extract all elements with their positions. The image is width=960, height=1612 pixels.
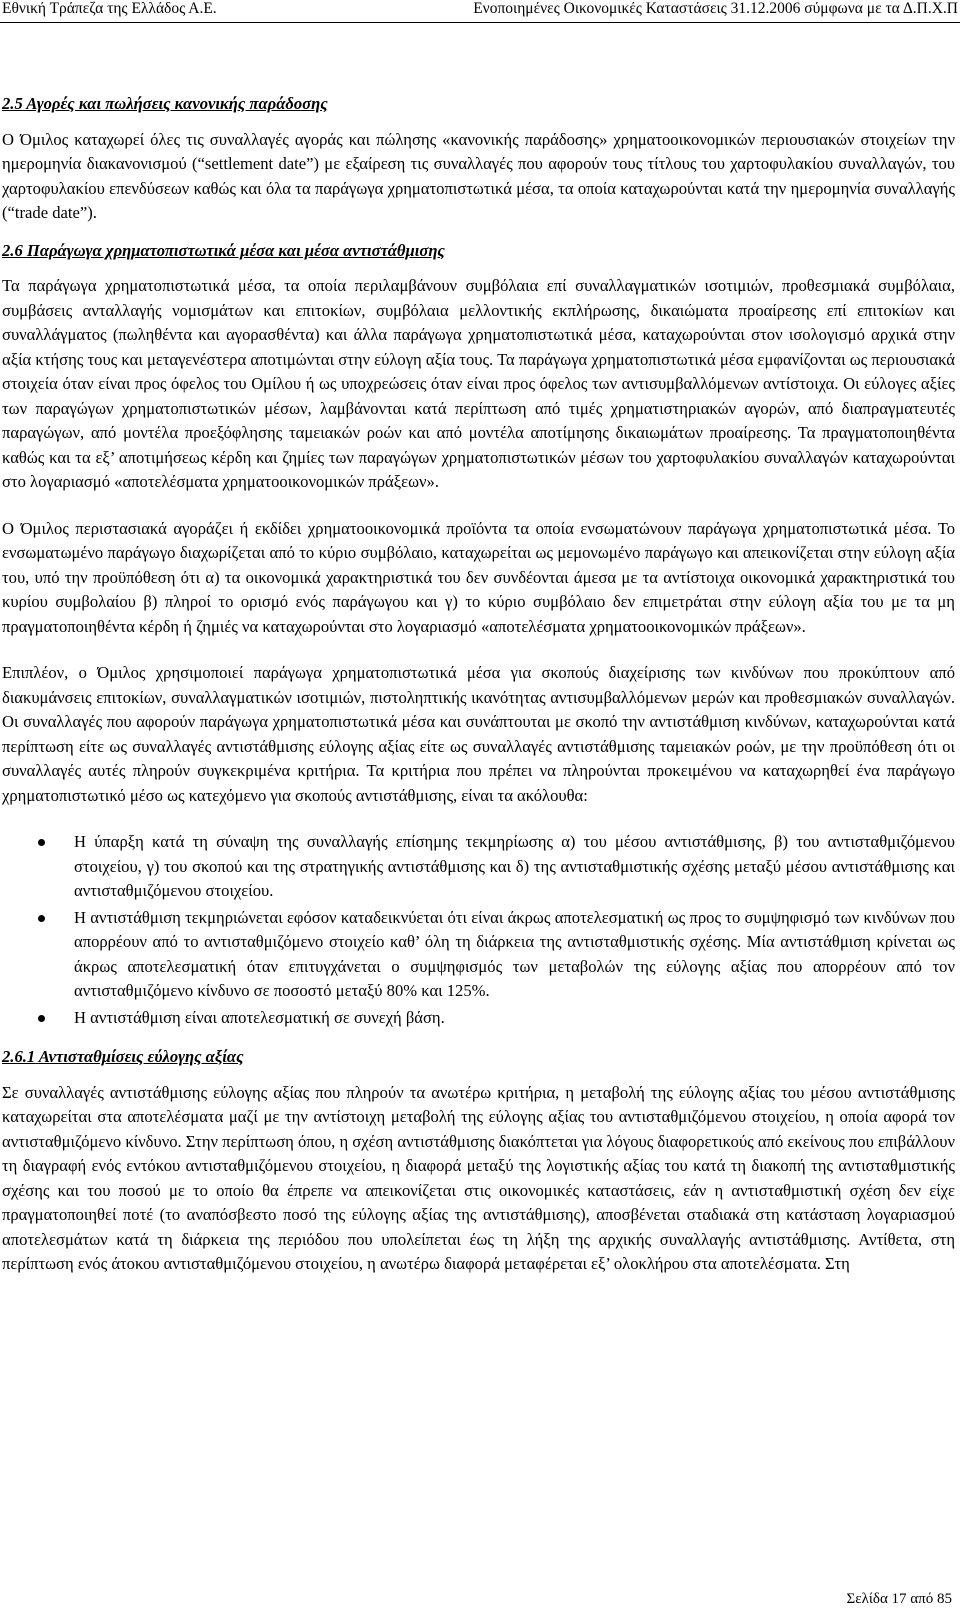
section-2-6-1-heading: [2, 1045, 955, 1070]
list-item-text: Η ύπαρξη κατά τη σύναψη της συναλλαγής επίσημης τεκμηρίωσης α) του μέσου αντιστάθμισης, β) του αντισταθμιζόμενου στοιχείου, γ) του σκοπού και της στρατηγικής αντιστάθμισης και δ) της αντισταθμιστικής σχέσης μεταξύ μέσου αντιστάθμισης και αντισταθμιζόμενου στοιχείου.: [74, 832, 955, 900]
bullet-icon: [38, 839, 45, 846]
page-number: Σελίδα 17 από 85: [846, 1591, 952, 1607]
section-2-5-title: Αγορές και πωλήσεις κανονικής παράδοσης: [26, 94, 328, 113]
list-item-text: Η αντιστάθμιση τεκμηριώνεται εφόσον καταδεικνύεται ότι είναι άκρως αποτελεσματική ως προς το συμψηφισμό των κινδύνων που απορρέουν από το αντισταθμιζόμενο στοιχείο καθ’ όλη τη διάρκεια της αντισταθμιστικής σχέσης. Μία αντιστάθμιση κρίνεται ως άκρως αποτελεσματική όταν επιτυγχάνεται ο συμψηφισμός των μεταβολών της εύλογης αξίας που απορρέουν από τον αντισταθμιζόμενο κίνδυνο σε ποσοστό μεταξύ 80% και 125%.: [74, 907, 955, 1000]
section-2-6-paragraph-1: Τα παράγωγα χρηματοπιστωτικά μέσα, τα οποία περιλαμβάνουν συμβόλαια επί συναλλαγματικών ισοτιμιών, προθεσμιακά συμβόλαια, συμβάσεις ανταλλαγής νομισμάτων και επιτοκίων, συμβόλαια μελλοντικής εκπλήρωσης, δικαιώματα προαίρεσης επί επιτοκίων και συναλλάγματος (πωληθέντα και αγορασθέντα) και άλλα παράγωγα χρηματοπιστωτικά μέσα, καταχωρούνται στον ισολογισμό αρχικά στην αξία κτήσης τους και μεταγενέστερα αποτιμώνται στην εύλογη αξία τους. Τα παράγωγα χρηματοπιστωτικά μέσα εμφανίζονται ως περιουσιακά στοιχεία όταν είναι προς όφελος του Ομίλου ή ως υποχρεώσεις όταν είναι προς όφελος των αντισυμβαλλόμενων αντίστοιχα. Οι εύλογες αξίες των παραγώγων χρηματοπιστωτικών μέσων, λαμβάνονται κατά περίπτωση από τιμές χρηματιστηριακών αγορών, από διαπραγματευτές παραγώγων, από μοντέλα προεξόφλησης ταμειακών ροών και από μοντέλα αποτίμησης δικαιωμάτων προαίρεσης. Τα πραγματοποιηθέντα καθώς και τα εξ’ αποτιμήσεως κέρδη και ζημίες των παραγώγων χρηματοπιστωτικών μέσων του χαρτοφυλακίου συναλλαγών καταχωρούνται στο λογαριασμό «αποτελέσματα χρηματοοικονομικών πράξεων».: [2, 276, 955, 491]
document-body: [2, 92, 955, 1277]
section-2-5-paragraph: Ο Όμιλος καταχωρεί όλες τις συναλλαγές αγοράς και πώλησης «κανονικής παράδοσης» χρηματοοικονομικών περιουσιακών στοιχείων την ημερομηνία διακανονισμού (“settlement date”) με εξαίρεση τις συναλλαγές που αφορούν τους τίτλους του χαρτοφυλακίου συναλλαγών, του χαρτοφυλακίου επενδύσεων καθώς και όλα τα παράγωγα χρηματοπιστωτικά μέσα, τα οποία καταχωρούνται κατά την ημερομηνία συναλλαγής (“trade date”).: [2, 129, 955, 222]
list-item-text: Η αντιστάθμιση είναι αποτελεσματική σε συνεχή βάση.: [74, 1007, 445, 1027]
page-header: [0, 0, 960, 23]
hedging-criteria-list: [2, 830, 955, 1030]
section-2-5-heading: [2, 92, 955, 117]
header-report-title: Ενοποιημένες Οικονομικές Καταστάσεις 31.12.2006 σύμφωνα με τα Δ.Π.Χ.Π: [473, 0, 958, 17]
list-item: [2, 1006, 955, 1031]
section-2-6-1-number: 2.6.1: [2, 1047, 36, 1066]
header-bank-name: Εθνική Τράπεζα της Ελλάδος Α.Ε.: [2, 0, 217, 17]
bullet-icon: [38, 1015, 45, 1022]
list-item: [2, 830, 955, 904]
section-2-6-heading: [2, 239, 955, 264]
section-2-6-title: Παράγωγα χρηματοπιστωτικά μέσα και μέσα αντιστάθμισης: [26, 240, 445, 260]
section-2-6-1-paragraph: Σε συναλλαγές αντιστάθμισης εύλογης αξίας που πληρούν τα ανωτέρω κριτήρια, η μεταβολή της εύλογης αξίας του μέσου αντιστάθμισης καταχωρείται στα αποτελέσματα μαζί με την αντίστοιχη μεταβολή της εύλογης αξίας του αντισταθμιζόμενου στοιχείου, η οποία αφορά τον αντισταθμιζόμενο κίνδυνο. Στην περίπτωση όπου, η σχέση αντιστάθμισης διακόπτεται για λόγους διαφορετικούς από εκείνους που επιβάλλουν τη διαγραφή ενός εντόκου αντισταθμιζόμενου στοιχείου, η διαφορά μεταξύ της λογιστικής αξίας του κατά τη διακοπή της αντισταθμιστικής σχέσης και του ποσού με το οποίο θα έπρεπε να απεικονίζεται στις οικονομικές καταστάσεις, εάν η αντισταθμιστική σχέση δεν είχε πραγματοποιηθεί ποτέ (το αναπόσβεστο ποσό της εύλογης αξίας της αντιστάθμισης), αποσβένεται σταδιακά στη κατάσταση λογαριασμού αποτελεσμάτων κατά τη διάρκεια της περιόδου που υπολείπεται έως τη λήξη της αρχικής συναλλαγής αντιστάθμισης. Αντίθετα, στη περίπτωση ενός άτοκου αντισταθμιζόμενου στοιχείου, η ανωτέρω διαφορά μεταφέρεται εξ’ ολοκλήρου στα αποτελέσματα. Στη: [2, 1082, 955, 1273]
list-item: [2, 906, 955, 1004]
section-2-5-number: 2.5: [2, 94, 23, 113]
section-2-6-paragraph-2: Ο Όμιλος περιστασιακά αγοράζει ή εκδίδει χρηματοοικονομικά προϊόντα τα οποία ενσωματώνουν παράγωγα χρηματοπιστωτικά μέσα. Το ενσωματωμένο παράγωγο διαχωρίζεται από το κύριο συμβόλαιο, καταχωρείται ως μεμονωμένο παράγωγο και απεικονίζεται στην εύλογη αξία του, υπό την προϋπόθεση ότι α) τα οικονομικά χαρακτηριστικά του δεν συνδέονται άμεσα με τα αντίστοιχα οικονομικά χαρακτηριστικά του κυρίου συμβολαίου β) πληροί το ορισμό ενός παράγωγου και γ) το κύριο συμβόλαιο δεν επιμετράται στην εύλογη αξία του με τα μη πραγματοποιηθέντα κέρδη ή ζημιές να καταχωρούνται στο λογαριασμό «αποτελέσματα χρηματοοικονομικών πράξεων».: [2, 518, 955, 636]
bullet-icon: [38, 915, 45, 922]
section-2-6-paragraph-3: Επιπλέον, ο Όμιλος χρησιμοποιεί παράγωγα χρηματοπιστωτικά μέσα για σκοπούς διαχείρισης των κινδύνων που προκύπτουν από διακυμάνσεις επιτοκίων, συναλλαγματικών ισοτιμιών, πιστοληπτικής ικανότητας αντισυμβαλλόμενων μερών και προθεσμιακών συναλλαγών. Οι συναλλαγές που αφορούν παράγωγα χρηματοπιστωτικά μέσα και συνάπτουται με σκοπό την αντιστάθμιση κινδύνων, καταχωρούνται κατά περίπτωση είτε ως συναλλαγές αντιστάθμισης εύλογης αξίας είτε ως συναλλαγές αντιστάθμισης ταμειακών ροών, με την προϋπόθεση ότι οι συναλλαγές αυτές πληρούν συγκεκριμένα κριτήρια. Τα κριτήρια που πρέπει να πληρούνται προκειμένου να καταχωρηθεί ένα παράγωγο χρηματοπιστωτικό μέσο ως κατεχόμενο για σκοπούς αντιστάθμισης, είναι τα ακόλουθα:: [2, 663, 955, 805]
section-2-6-1-title: Αντισταθμίσεις εύλογης αξίας: [38, 1047, 244, 1066]
section-2-6-number: 2.6: [2, 240, 23, 260]
